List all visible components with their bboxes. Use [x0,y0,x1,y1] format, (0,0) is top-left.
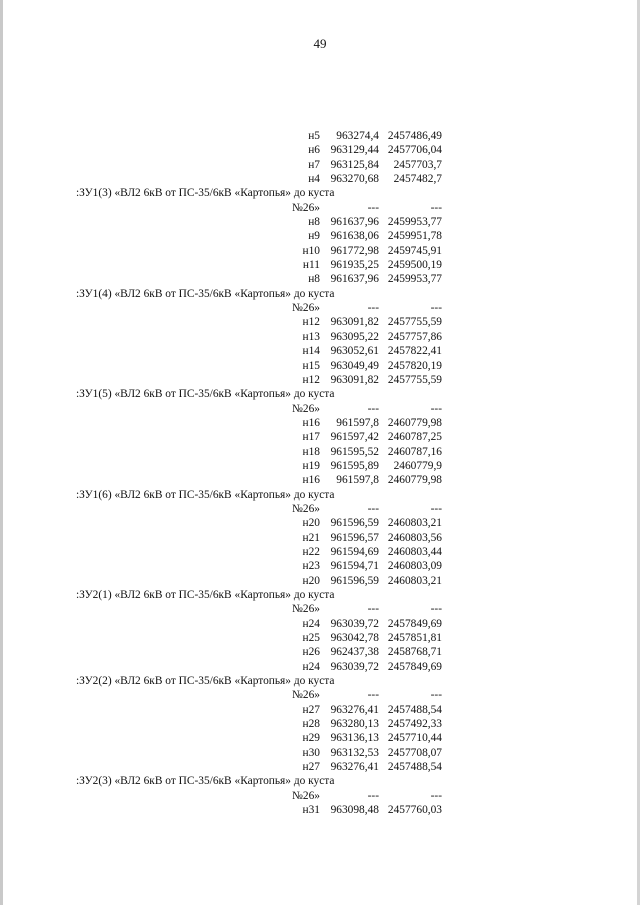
x-coordinate: 961597,8 [336,416,379,429]
table-row [0,717,640,731]
point-label: н26 [302,646,320,659]
table-row [0,660,640,674]
x-coordinate: --- [367,201,379,214]
section-heading-continuation [0,402,640,416]
y-coordinate: 2460803,44 [387,545,442,558]
point-label: н23 [302,560,320,573]
x-coordinate: --- [367,302,379,315]
table-row [0,344,640,358]
point-label: н6 [308,144,320,157]
section-heading-continuation [0,201,640,215]
y-coordinate: --- [430,201,442,214]
point-label: н12 [302,373,320,386]
point-label: н16 [302,416,320,429]
x-coordinate: 961595,52 [330,445,379,458]
table-row [0,746,640,760]
point-label: н21 [302,531,320,544]
table-row [0,143,640,157]
y-coordinate: --- [430,603,442,616]
y-coordinate: 2457820,19 [387,359,442,372]
point-label: н19 [302,459,320,472]
table-row [0,760,640,774]
table-row [0,359,640,373]
y-coordinate: 2457708,07 [387,746,442,759]
table-row [0,531,640,545]
y-coordinate: 2460779,98 [387,474,442,487]
table-row [0,459,640,473]
point-label: н10 [302,244,320,257]
x-coordinate: 962437,38 [330,646,379,659]
x-coordinate: 963039,72 [330,617,379,630]
table-row [0,545,640,559]
y-coordinate: 2457757,86 [387,330,442,343]
x-coordinate: 963095,22 [330,330,379,343]
y-coordinate: --- [430,402,442,415]
x-coordinate: 963098,48 [330,804,379,817]
section-heading [0,186,640,200]
point-label: н13 [302,330,320,343]
y-coordinate: 2460803,09 [387,560,442,573]
section-title-end: №26» [292,689,320,702]
y-coordinate: 2457755,59 [387,316,442,329]
section-heading-continuation [0,688,640,702]
section-title-end: №26» [292,302,320,315]
point-label: н5 [308,130,320,142]
y-coordinate: 2460803,21 [387,574,442,587]
table-row [0,172,640,186]
section-title: :ЗУ1(3) «ВЛ2 6кВ от ПС-35/6кВ «Картопья» до куста [76,187,335,200]
section-title-end: №26» [292,402,320,415]
table-row [0,731,640,745]
y-coordinate: 2457822,41 [387,345,442,358]
x-coordinate: 963049,49 [330,359,379,372]
y-coordinate: --- [430,302,442,315]
x-coordinate: 963052,61 [330,345,379,358]
point-label: н27 [302,703,320,716]
table-row [0,158,640,172]
section-heading [0,674,640,688]
x-coordinate: 961637,96 [330,273,379,286]
section-heading [0,588,640,602]
section-title: :ЗУ1(5) «ВЛ2 6кВ от ПС-35/6кВ «Картопья» до куста [76,388,335,401]
coordinates-table [0,129,640,818]
y-coordinate: 2457760,03 [387,804,442,817]
y-coordinate: 2457710,44 [387,732,442,745]
x-coordinate: --- [367,789,379,802]
table-row [0,631,640,645]
table-row [0,645,640,659]
y-coordinate: --- [430,789,442,802]
y-coordinate: 2457703,7 [393,158,442,171]
x-coordinate: 961597,42 [330,431,379,444]
y-coordinate: 2457482,7 [393,173,442,186]
table-row [0,129,640,143]
x-coordinate: 961637,96 [330,216,379,229]
point-label: н11 [302,259,320,272]
section-title: :ЗУ1(6) «ВЛ2 6кВ от ПС-35/6кВ «Картопья» до куста [76,488,335,501]
x-coordinate: 961594,69 [330,545,379,558]
x-coordinate: 961596,59 [330,574,379,587]
table-row [0,315,640,329]
section-title: :ЗУ2(2) «ВЛ2 6кВ от ПС-35/6кВ «Картопья» до куста [76,675,335,688]
table-row [0,703,640,717]
table-row [0,430,640,444]
point-label: н20 [302,574,320,587]
y-coordinate: 2459953,77 [387,216,442,229]
point-label: н27 [302,761,320,774]
y-coordinate: 2459951,78 [387,230,442,243]
point-label: н14 [302,345,320,358]
y-coordinate: 2457851,81 [387,632,442,645]
table-row [0,229,640,243]
point-label: н30 [302,746,320,759]
y-coordinate: 2457488,54 [387,761,442,774]
y-coordinate: 2458768,71 [387,646,442,659]
table-row [0,272,640,286]
y-coordinate: 2459953,77 [387,273,442,286]
point-label: н7 [308,158,320,171]
x-coordinate: 963129,44 [330,144,379,157]
section-heading [0,387,640,401]
section-heading [0,774,640,788]
x-coordinate: --- [367,603,379,616]
x-coordinate: 961772,98 [330,244,379,257]
y-coordinate: 2460779,98 [387,416,442,429]
y-coordinate: 2460803,21 [387,517,442,530]
x-coordinate: 961597,8 [336,474,379,487]
y-coordinate: 2460787,25 [387,431,442,444]
x-coordinate: 963125,84 [330,158,379,171]
section-title-end: №26» [292,789,320,802]
table-row [0,330,640,344]
y-coordinate: 2457755,59 [387,373,442,386]
section-heading-continuation [0,789,640,803]
section-heading-continuation [0,301,640,315]
point-label: н17 [302,431,320,444]
x-coordinate: 961594,71 [330,560,379,573]
x-coordinate: 963091,82 [330,316,379,329]
y-coordinate: 2460779,9 [393,459,442,472]
x-coordinate: 961935,25 [330,259,379,272]
x-coordinate: 963280,13 [330,718,379,731]
y-coordinate: --- [430,689,442,702]
point-label: н28 [302,718,320,731]
point-label: н4 [308,173,320,186]
table-row [0,574,640,588]
point-label: н8 [308,273,320,286]
x-coordinate: 963274,4 [336,130,379,142]
x-coordinate: 961596,57 [330,531,379,544]
x-coordinate: 961595,89 [330,459,379,472]
x-coordinate: 963270,68 [330,173,379,186]
section-heading [0,488,640,502]
section-heading-continuation [0,502,640,516]
table-row [0,617,640,631]
point-label: н29 [302,732,320,745]
table-row [0,258,640,272]
table-row [0,516,640,530]
x-coordinate: 963091,82 [330,373,379,386]
y-coordinate: 2459500,19 [387,259,442,272]
table-row [0,445,640,459]
table-row [0,416,640,430]
y-coordinate: 2457849,69 [387,660,442,673]
point-label: н8 [308,216,320,229]
y-coordinate: 2457492,33 [387,718,442,731]
x-coordinate: 963276,41 [330,761,379,774]
x-coordinate: --- [367,502,379,515]
section-heading-continuation [0,602,640,616]
point-label: н16 [302,474,320,487]
table-row [0,803,640,817]
section-title-end: №26» [292,201,320,214]
table-row [0,215,640,229]
x-coordinate: 963132,53 [330,746,379,759]
x-coordinate: --- [367,689,379,702]
y-coordinate: 2459745,91 [387,244,442,257]
x-coordinate: 961596,59 [330,517,379,530]
x-coordinate: 963042,78 [330,632,379,645]
table-row [0,373,640,387]
x-coordinate: --- [367,402,379,415]
point-label: н9 [308,230,320,243]
section-title: :ЗУ1(4) «ВЛ2 6кВ от ПС-35/6кВ «Картопья» до куста [76,287,335,300]
point-label: н22 [302,545,320,558]
point-label: н24 [302,660,320,673]
y-coordinate: 2460803,56 [387,531,442,544]
point-label: н12 [302,316,320,329]
table-row [0,244,640,258]
section-heading [0,287,640,301]
point-label: н20 [302,517,320,530]
point-label: н25 [302,632,320,645]
x-coordinate: 963276,41 [330,703,379,716]
x-coordinate: 963136,13 [330,732,379,745]
section-title-end: №26» [292,603,320,616]
point-label: н18 [302,445,320,458]
y-coordinate: 2457706,04 [387,144,442,157]
y-coordinate: 2457849,69 [387,617,442,630]
table-row [0,559,640,573]
y-coordinate: 2457486,49 [387,130,442,142]
y-coordinate: 2457488,54 [387,703,442,716]
section-title-end: №26» [292,502,320,515]
point-label: н31 [302,804,320,817]
y-coordinate: --- [430,502,442,515]
table-row [0,473,640,487]
y-coordinate: 2460787,16 [387,445,442,458]
x-coordinate: 963039,72 [330,660,379,673]
page-number: 49 [313,36,327,51]
point-label: н15 [302,359,320,372]
x-coordinate: 961638,06 [330,230,379,243]
section-title: :ЗУ2(1) «ВЛ2 6кВ от ПС-35/6кВ «Картопья» до куста [76,589,335,601]
point-label: н24 [302,617,320,630]
section-title: :ЗУ2(3) «ВЛ2 6кВ от ПС-35/6кВ «Картопья» до куста [76,775,335,788]
